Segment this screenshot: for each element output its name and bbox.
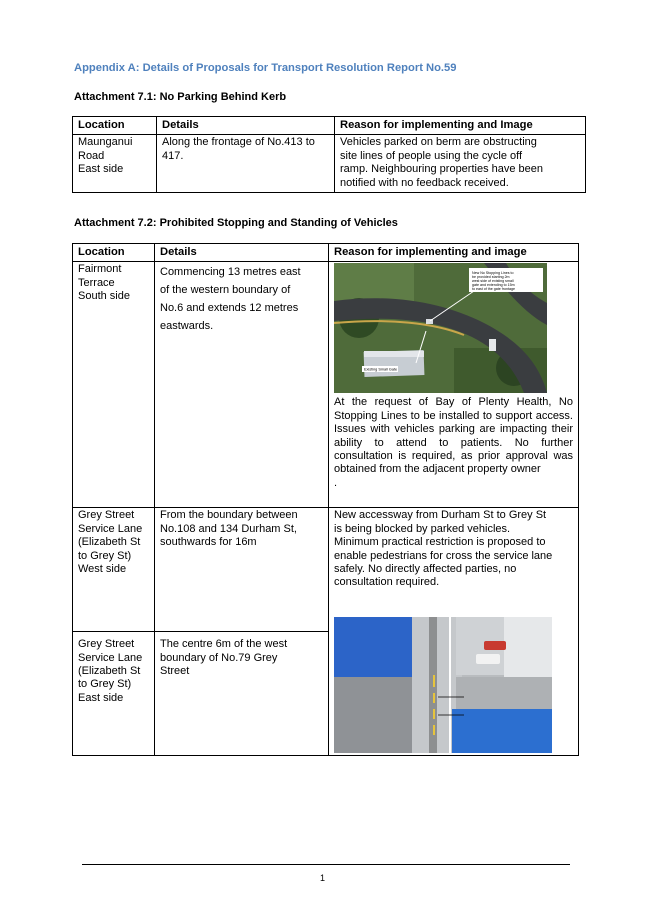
location-line: Road (78, 149, 105, 162)
details-line: Along the frontage of No.413 to (162, 136, 315, 149)
details-line: From the boundary between (160, 509, 298, 522)
table-row (73, 135, 586, 193)
location-line: South side (78, 290, 130, 303)
no-parking-table (72, 116, 586, 193)
aerial-photo-fairmont-terrace (334, 263, 547, 393)
attachment-7-2-title: Attachment 7.2: Prohibited Stopping and Standing of Vehicles (74, 217, 398, 229)
header-reason: Reason for implementing and image (329, 244, 579, 262)
image-label-text: Existing Small Gate (364, 367, 398, 372)
location-cell (73, 632, 155, 756)
details-line: of the western boundary of (160, 284, 291, 297)
details-line: The centre 6m of the west (160, 638, 288, 651)
location-line: Service Lane (78, 522, 143, 535)
location-line: West side (78, 563, 127, 576)
no-stopping-table (72, 243, 579, 756)
details-line: southwards for 16m (160, 536, 257, 549)
table-row (73, 262, 579, 508)
details-line: Street (160, 664, 190, 677)
location-line: East side (78, 691, 124, 704)
reason-line: Vehicles parked on berm are obstructing (340, 136, 537, 149)
location-line: East side (78, 163, 124, 176)
reason-line: New accessway from Durham St to Grey St (334, 509, 547, 522)
reason-line: Minimum practical restriction is proposed to (334, 536, 546, 549)
reason-line: safely. No directly affected parties, no (334, 563, 517, 576)
location-cell (73, 262, 155, 508)
reason-line: notified with no feedback received. (340, 176, 509, 189)
image-callout-text: New No Stopping Lines to be provided starting 2m west side of existing small gate and extending to 15m to east of the gate frontage (472, 271, 515, 292)
aerial-photo-grey-street-lane (334, 617, 552, 753)
footer-rule (82, 864, 570, 865)
appendix-title: Appendix A: Details of Proposals for Transport Resolution Report No.59 (74, 62, 457, 74)
details-line: No.108 and 134 Durham St, (160, 522, 297, 535)
details-cell (157, 135, 335, 193)
location-line: to Grey St) (78, 549, 132, 562)
details-cell (155, 508, 329, 632)
reason-cell (329, 262, 579, 508)
location-line: (Elizabeth St (78, 664, 141, 677)
details-line: 417. (162, 149, 184, 162)
table-header-row (73, 244, 579, 262)
location-cell (73, 135, 157, 193)
table-row (73, 508, 579, 632)
details-cell (155, 632, 329, 756)
table-header-row (73, 117, 586, 135)
reason-cell (329, 508, 579, 755)
header-reason: Reason for implementing and Image (335, 117, 586, 135)
header-location: Location (73, 244, 155, 262)
location-line: Grey Street (78, 509, 135, 522)
reason-trailing: . (334, 476, 338, 489)
details-line: No.6 and extends 12 metres (160, 302, 299, 315)
reason-line: enable pedestrians for cross the service lane (334, 549, 553, 562)
reason-line: site lines of people using the cycle off (340, 149, 523, 162)
location-line: to Grey St) (78, 678, 132, 691)
attachment-7-1-title: Attachment 7.1: No Parking Behind Kerb (74, 91, 287, 103)
details-cell (155, 262, 329, 508)
location-line: Fairmont (78, 263, 122, 276)
location-cell (73, 508, 155, 632)
details-line: eastwards. (160, 320, 214, 333)
reason-line: ramp. Neighbouring properties have been (340, 163, 544, 176)
location-line: Terrace (78, 276, 115, 289)
location-line: Grey Street (78, 638, 135, 651)
reason-line: is being blocked by parked vehicles. (334, 522, 511, 535)
location-line: Maunganui (78, 136, 133, 149)
header-details: Details (157, 117, 335, 135)
location-line: (Elizabeth St (78, 536, 141, 549)
location-line: Service Lane (78, 651, 143, 664)
reason-text: At the request of Bay of Plenty Health, No Stopping Lines to be installed to support access. Issues with vehicles parking are impacting their ability to attend to patients. No further consultation is required, as prior approval was obtained from the adjacent property owner (334, 396, 573, 476)
page-number: 1 (319, 873, 325, 883)
header-details: Details (155, 244, 329, 262)
details-line: Commencing 13 metres east (160, 266, 301, 279)
reason-line: consultation required. (334, 576, 440, 589)
details-line: boundary of No.79 Grey (160, 651, 278, 664)
reason-cell (335, 135, 586, 193)
header-location: Location (73, 117, 157, 135)
